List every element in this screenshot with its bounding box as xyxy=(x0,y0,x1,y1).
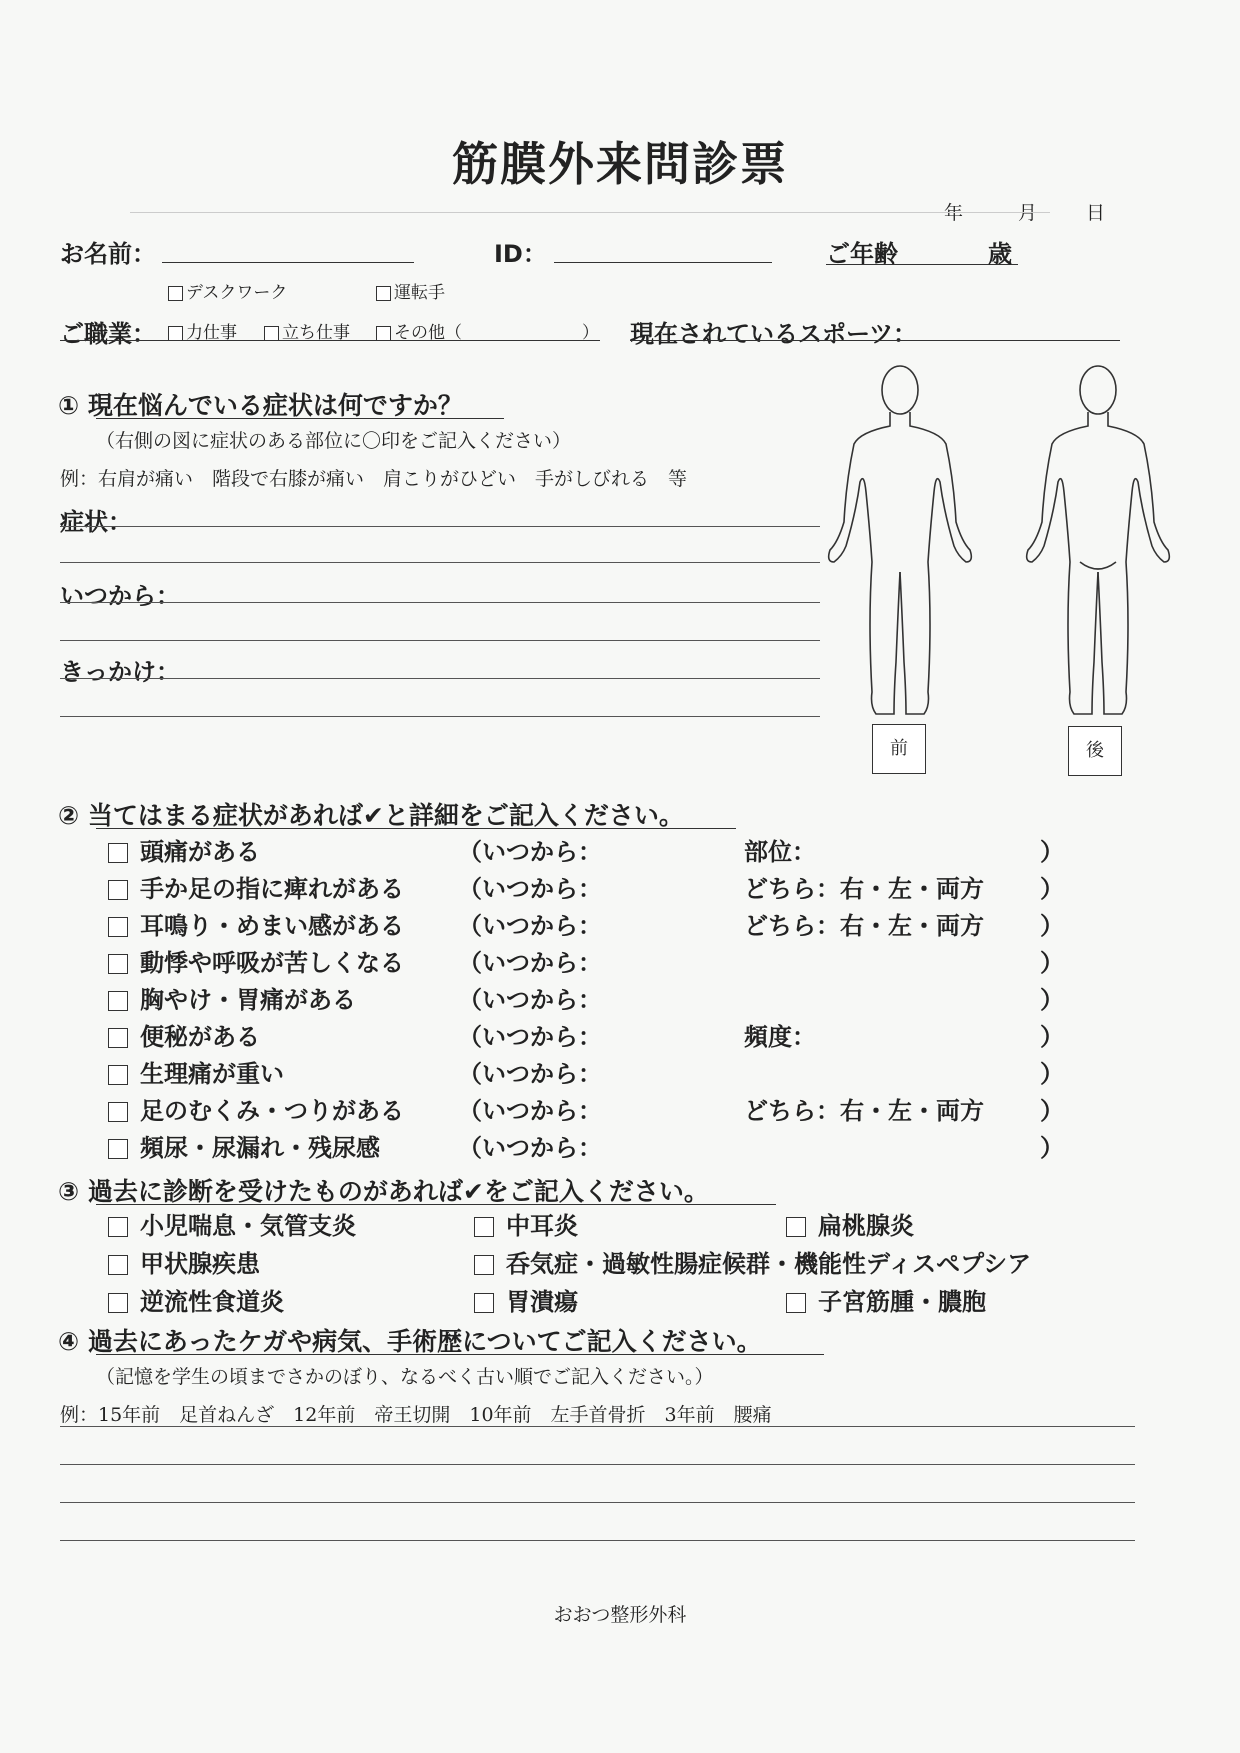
trigger-line-1[interactable] xyxy=(60,678,820,679)
id-field[interactable] xyxy=(554,262,772,263)
since-text: （いつから： xyxy=(458,986,602,1014)
section1-example: 例：右肩が痛い 階段で右膝が痛い 肩こりがひどい 手がしびれる 等 xyxy=(60,468,688,490)
section1-heading-underline xyxy=(96,418,504,419)
since-text: （いつから： xyxy=(458,1134,602,1162)
name-label: お名前： xyxy=(60,240,156,268)
since-text: （いつから： xyxy=(458,1097,602,1125)
symptom-item[interactable] xyxy=(108,1019,1068,1056)
occupation-option-deskwork[interactable]: デスクワーク xyxy=(168,278,287,303)
checkbox[interactable] xyxy=(108,1293,128,1313)
checkbox[interactable] xyxy=(108,954,128,974)
figure-back-label: 後 xyxy=(1068,726,1122,776)
symptom-label: 動悸や呼吸が苦しくなる xyxy=(140,949,404,977)
close-paren: ） xyxy=(1040,1134,1064,1162)
section4-heading: ④ 過去にあったケガや病気、手術歴についてご記入ください。 xyxy=(58,1327,762,1356)
since-line-1[interactable] xyxy=(60,602,820,603)
date-day-label: 日 xyxy=(1086,202,1106,224)
checkbox[interactable] xyxy=(474,1217,494,1237)
symptom-detail: 部位： xyxy=(744,838,816,866)
since-text: （いつから： xyxy=(458,875,602,903)
checkbox[interactable] xyxy=(786,1293,806,1313)
checkbox-deskwork[interactable] xyxy=(168,286,183,301)
checkbox[interactable] xyxy=(786,1217,806,1237)
sports-field[interactable] xyxy=(630,340,1120,341)
symptom-label: 耳鳴り・めまい感がある xyxy=(140,912,404,940)
form-title: 筋膜外来問診票 xyxy=(452,137,788,191)
name-field[interactable] xyxy=(162,262,414,263)
section3-heading-underline xyxy=(96,1204,776,1205)
section4-heading-underline xyxy=(96,1354,824,1355)
section4-example: 例：15年前 足首ねんざ 12年前 帝王切開 10年前 左手首骨折 3年前 腰痛 xyxy=(60,1404,772,1426)
symptom-label: 便秘がある xyxy=(140,1023,260,1051)
symptom-item[interactable] xyxy=(108,908,1068,945)
section2-heading: ② 当てはまる症状があれば✔と詳細をご記入ください。 xyxy=(58,801,684,830)
close-paren: ） xyxy=(1040,912,1064,940)
history-line-1[interactable] xyxy=(60,1426,1135,1427)
clinic-name: おおつ整形外科 xyxy=(553,1604,687,1626)
occupation-option-driver[interactable]: 運転手 xyxy=(376,278,445,303)
diag-item-uterine[interactable]: 子宮筋腫・膿胞 xyxy=(786,1284,986,1321)
symptom-detail: どちら：右・左・両方 xyxy=(744,875,984,903)
checkbox[interactable] xyxy=(108,1102,128,1122)
close-paren: ） xyxy=(1040,949,1064,977)
symptom-label: 生理痛が重い xyxy=(140,1060,284,1088)
close-paren: ） xyxy=(1040,838,1064,866)
trigger-line-2[interactable] xyxy=(60,716,820,717)
occupation-underline xyxy=(60,340,600,341)
diag-item-tonsillitis[interactable]: 扁桃腺炎 xyxy=(786,1208,914,1245)
checkbox[interactable] xyxy=(474,1293,494,1313)
symptom-item[interactable] xyxy=(108,1093,1068,1130)
occupation-other-close: ） xyxy=(582,323,599,343)
checkbox[interactable] xyxy=(108,1028,128,1048)
checkbox-other[interactable] xyxy=(376,326,391,341)
symptom-item[interactable] xyxy=(108,982,1068,1019)
date-year-label: 年 xyxy=(944,202,964,224)
symptom-item[interactable] xyxy=(108,1130,1068,1167)
checkbox[interactable] xyxy=(108,880,128,900)
symptom-label: 手か足の指に痺れがある xyxy=(140,875,404,903)
symptom-line-2[interactable] xyxy=(60,562,820,563)
since-text: （いつから： xyxy=(458,1060,602,1088)
section3-heading: ③ 過去に診断を受けたものがあれば✔をご記入ください。 xyxy=(58,1177,709,1206)
since-text: （いつから： xyxy=(458,912,602,940)
close-paren: ） xyxy=(1040,986,1064,1014)
since-text: （いつから： xyxy=(458,838,602,866)
symptom-label: 足のむくみ・つりがある xyxy=(140,1097,404,1125)
symptom-checklist xyxy=(108,834,1068,1167)
checkbox[interactable] xyxy=(108,1255,128,1275)
symptom-label: 頭痛がある xyxy=(140,838,260,866)
section1-heading: ① 現在悩んでいる症状は何ですか？ xyxy=(58,391,463,420)
occupation-option-standing[interactable]: 立ち仕事 xyxy=(264,318,350,343)
symptom-item[interactable] xyxy=(108,945,1068,982)
close-paren: ） xyxy=(1040,1060,1064,1088)
occupation-option-other[interactable]: その他（ xyxy=(376,318,462,343)
checkbox[interactable] xyxy=(474,1255,494,1275)
close-paren: ） xyxy=(1040,875,1064,903)
checkbox[interactable] xyxy=(108,1217,128,1237)
occupation-option-labor[interactable]: 力仕事 xyxy=(168,318,237,343)
symptom-detail: どちら：右・左・両方 xyxy=(744,1097,984,1125)
figure-front-label: 前 xyxy=(872,724,926,774)
checkbox[interactable] xyxy=(108,991,128,1011)
checkbox[interactable] xyxy=(108,917,128,937)
since-text: （いつから： xyxy=(458,1023,602,1051)
symptom-item[interactable] xyxy=(108,834,1068,871)
checkbox-labor[interactable] xyxy=(168,326,183,341)
history-line-2[interactable] xyxy=(60,1464,1135,1465)
date-month-label: 月 xyxy=(1018,202,1038,224)
checkbox[interactable] xyxy=(108,1065,128,1085)
checkbox-standing[interactable] xyxy=(264,326,279,341)
checkbox[interactable] xyxy=(108,1139,128,1159)
close-paren: ） xyxy=(1040,1023,1064,1051)
history-line-3[interactable] xyxy=(60,1502,1135,1503)
symptom-label: 頻尿・尿漏れ・残尿感 xyxy=(140,1134,380,1162)
body-figure-back[interactable] xyxy=(1018,362,1178,722)
age-label: ご年齢 xyxy=(826,240,898,268)
checkbox-driver[interactable] xyxy=(376,286,391,301)
section4-subtext: （記憶を学生の頃までさかのぼり、なるべく古い順でご記入ください。） xyxy=(96,1366,714,1388)
symptom-detail: どちら：右・左・両方 xyxy=(744,912,984,940)
diag-item-ulcer[interactable]: 胃潰瘍 xyxy=(474,1284,578,1321)
sports-label: 現在されているスポーツ： xyxy=(630,320,918,348)
since-text: （いつから： xyxy=(458,949,602,977)
since-line-2[interactable] xyxy=(60,640,820,641)
faint-header-line xyxy=(130,212,1050,213)
body-figure-front[interactable] xyxy=(820,362,980,722)
symptom-line-1[interactable] xyxy=(60,526,820,527)
symptom-item[interactable] xyxy=(108,1056,1068,1093)
since-label: いつから： xyxy=(60,582,180,610)
close-paren: ） xyxy=(1040,1097,1064,1125)
history-line-4[interactable] xyxy=(60,1540,1135,1541)
diag-item-ibs[interactable]: 呑気症・過敏性腸症候群・機能性ディスペプシア xyxy=(474,1246,1031,1283)
symptom-label: 症状： xyxy=(60,508,132,536)
diag-item-otitis[interactable]: 中耳炎 xyxy=(474,1208,578,1245)
symptom-label: 胸やけ・胃痛がある xyxy=(140,986,356,1014)
section1-subtext: （右側の図に症状のある部位に〇印をご記入ください） xyxy=(96,430,572,452)
checkbox[interactable] xyxy=(108,843,128,863)
id-label: ID： xyxy=(494,240,547,268)
age-unit: 歳 xyxy=(988,240,1012,268)
symptom-detail: 頻度： xyxy=(744,1023,816,1051)
diag-item-thyroid[interactable]: 甲状腺疾患 xyxy=(108,1246,260,1283)
diag-item-reflux[interactable]: 逆流性食道炎 xyxy=(108,1284,284,1321)
occupation-label: ご職業： xyxy=(60,320,156,348)
trigger-label: きっかけ： xyxy=(60,658,180,686)
diag-item-asthma[interactable]: 小児喘息・気管支炎 xyxy=(108,1208,356,1245)
section2-heading-underline xyxy=(96,828,736,829)
symptom-item[interactable] xyxy=(108,871,1068,908)
